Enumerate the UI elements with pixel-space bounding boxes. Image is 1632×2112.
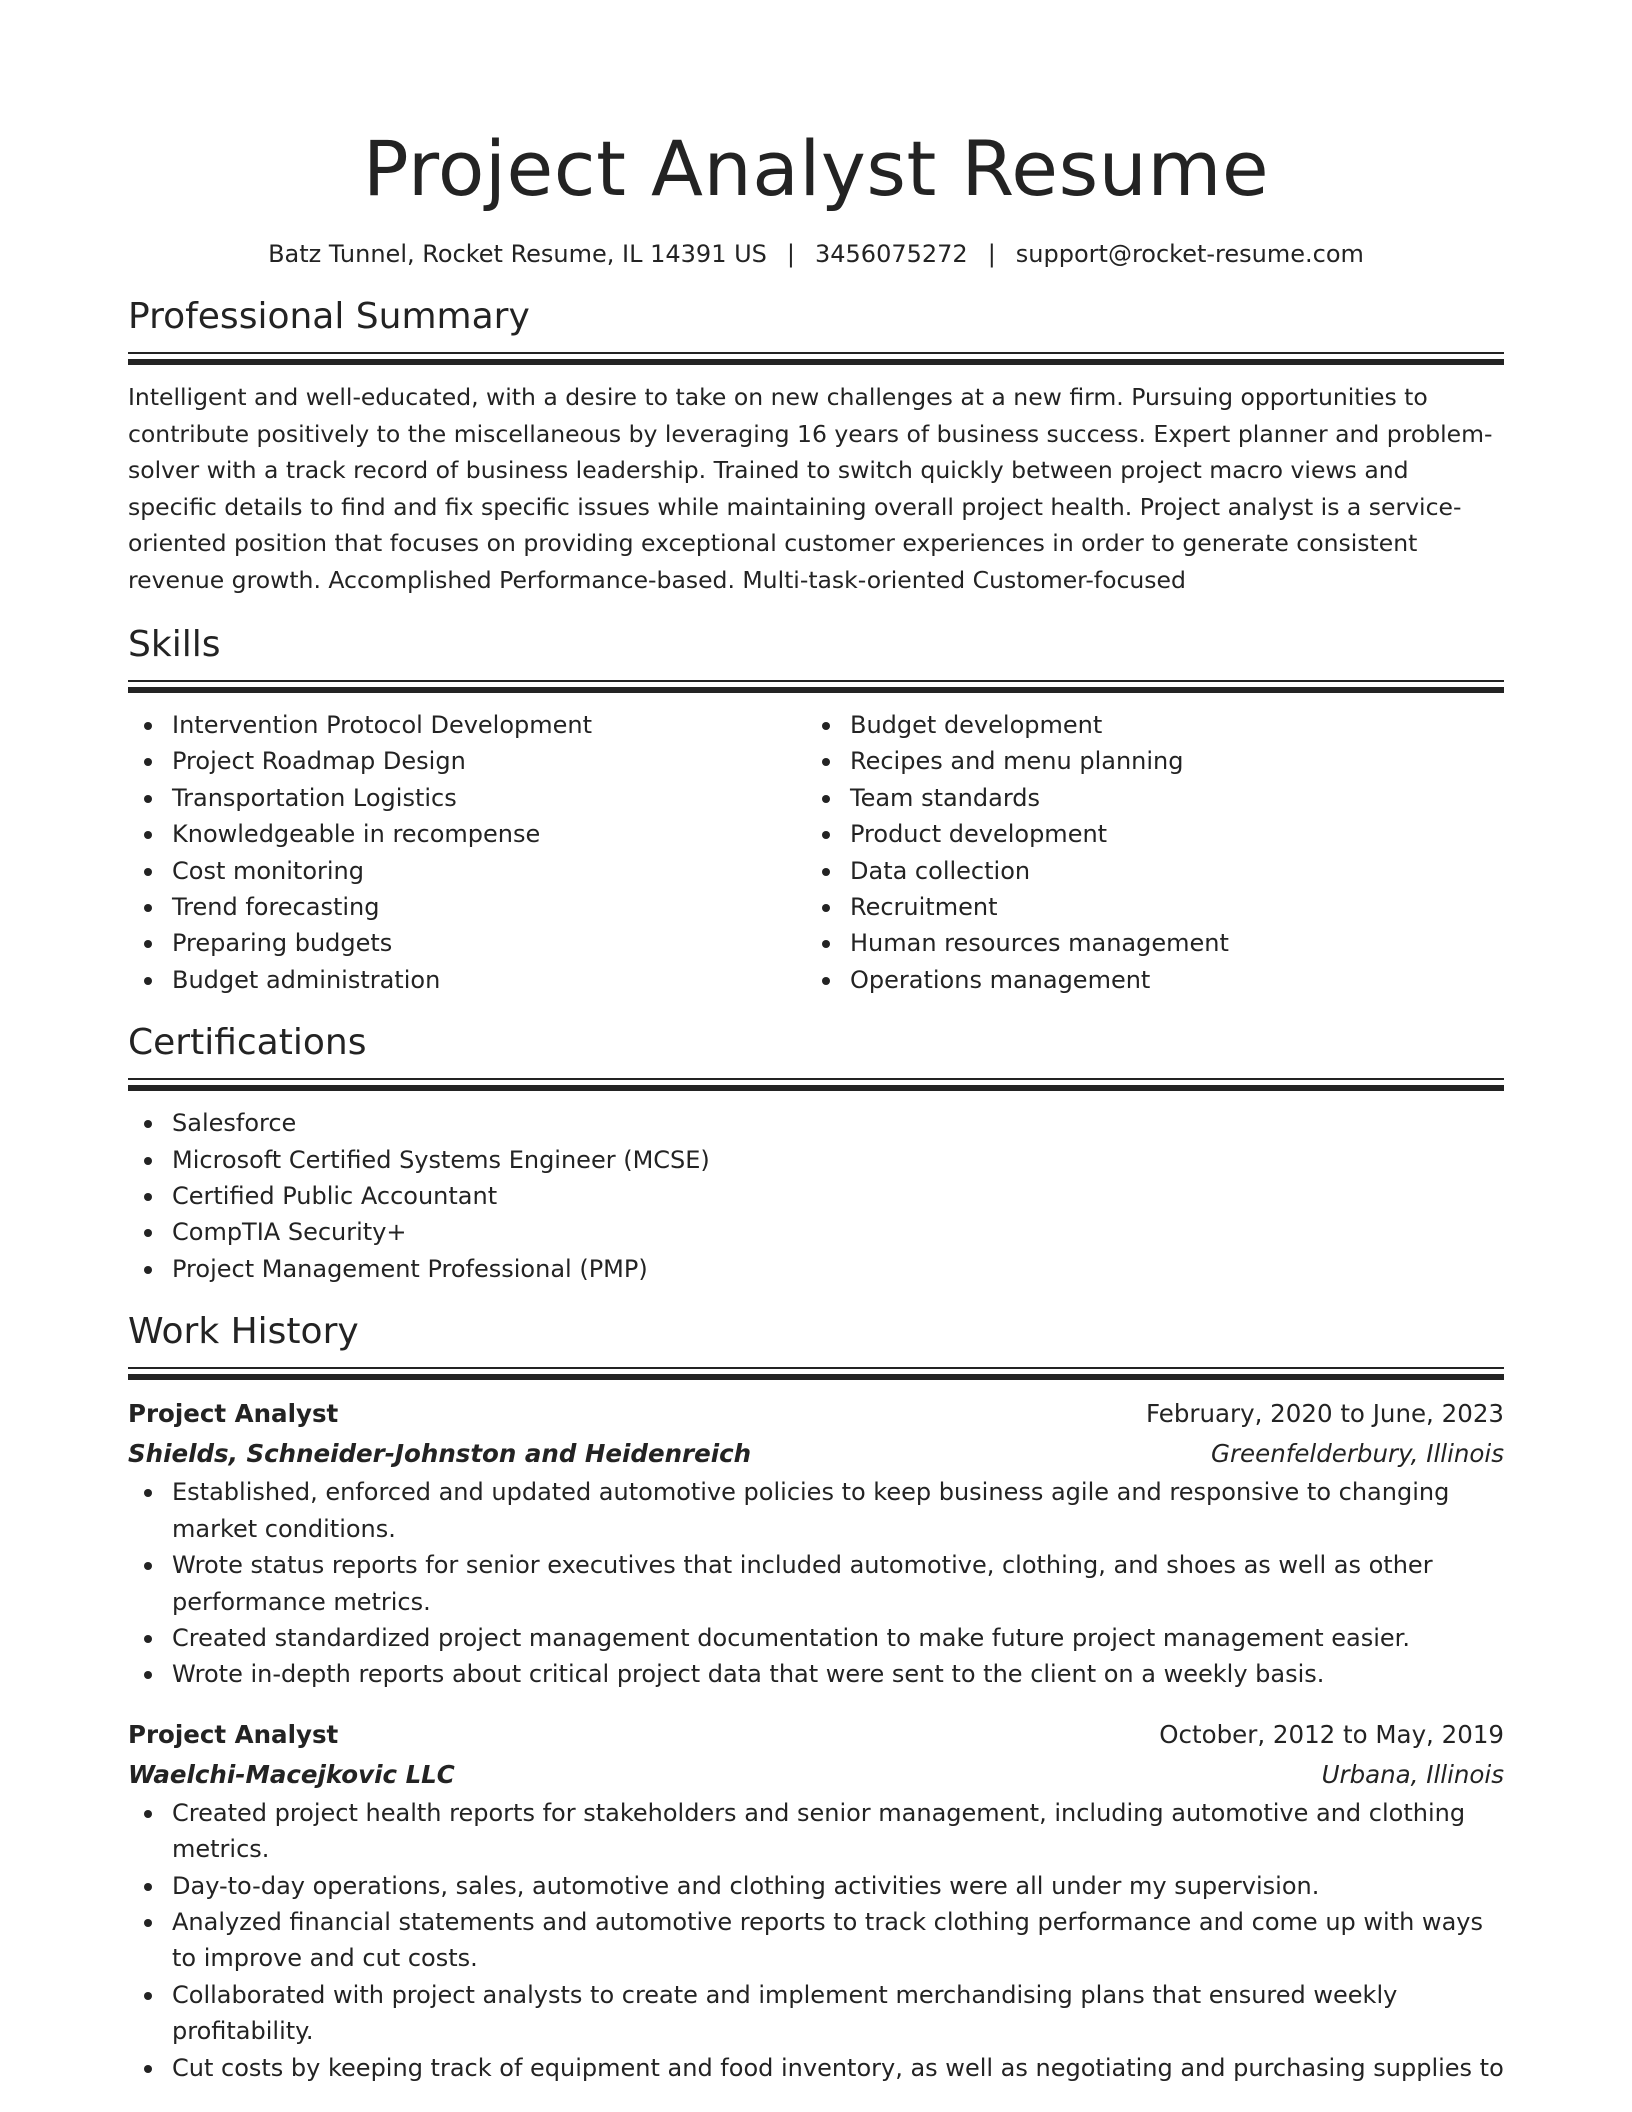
skill-item: Operations management bbox=[806, 962, 1484, 998]
certification-item: Microsoft Certified Systems Engineer (MCSE) bbox=[128, 1142, 1504, 1178]
skill-item: Recipes and menu planning bbox=[806, 743, 1484, 779]
job-bullet: Created standardized project management documentation to make future project management easier. bbox=[128, 1620, 1504, 1656]
job-entry bbox=[128, 1394, 1504, 1692]
certifications-section bbox=[128, 1020, 1504, 1287]
job-entry bbox=[128, 1715, 1504, 2086]
summary-heading: Professional Summary bbox=[128, 296, 530, 337]
job-bullet: Collaborated with project analysts to create and implement merchandising plans that ensured weekly profitability. bbox=[128, 1977, 1504, 2050]
skill-item: Cost monitoring bbox=[128, 853, 806, 889]
skills-list-right bbox=[806, 707, 1484, 998]
section-divider bbox=[128, 1078, 1504, 1091]
section-divider bbox=[128, 680, 1504, 693]
job-header-row bbox=[128, 1715, 1504, 1755]
job-bullet: Cut costs by keeping track of equipment and food inventory, as well as negotiating and purchasing supplies to bbox=[128, 2050, 1504, 2086]
skill-item: Transportation Logistics bbox=[128, 780, 806, 816]
certification-item: Certified Public Accountant bbox=[128, 1178, 1504, 1214]
contact-email: support@rocket-resume.com bbox=[1015, 240, 1364, 268]
skill-item: Team standards bbox=[806, 780, 1484, 816]
job-header-row bbox=[128, 1394, 1504, 1434]
certification-item: Salesforce bbox=[128, 1105, 1504, 1141]
job-bullet: Wrote status reports for senior executives that included automotive, clothing, and shoes as well as other performance metrics. bbox=[128, 1547, 1504, 1620]
skills-list-left bbox=[128, 707, 806, 998]
job-bullet: Analyzed financial statements and automotive reports to track clothing performance and come up with ways to improve and cut costs. bbox=[128, 1904, 1504, 1977]
certifications-list bbox=[128, 1105, 1504, 1287]
contact-separator: | bbox=[987, 240, 996, 268]
contact-line bbox=[128, 238, 1504, 270]
job-title: Project Analyst bbox=[128, 1399, 339, 1429]
job-company-row bbox=[128, 1434, 1504, 1474]
job-bullet: Created project health reports for stakeholders and senior management, including automotive and clothing metrics. bbox=[128, 1795, 1504, 1868]
job-location: Urbana, Illinois bbox=[1321, 1759, 1504, 1789]
skill-item: Human resources management bbox=[806, 925, 1484, 961]
skill-item: Product development bbox=[806, 816, 1484, 852]
summary-text: Intelligent and well-educated, with a desire to take on new challenges at a new firm. Pursuing opportunities to contribute positively to the miscellaneous by leveraging 16 years of business success. Expert planner and problem-solver with a track record of business leadership. Trained to switch quickly between project macro views and specific details to find and fix specific issues while maintaining overall project health. Project analyst is a service-oriented position that focuses on providing exceptional customer experiences in order to generate consistent revenue growth. Accomplished Performance-based. Multi-task-oriented Customer-focused bbox=[128, 383, 1493, 594]
certification-item: CompTIA Security+ bbox=[128, 1214, 1504, 1250]
contact-phone: 3456075272 bbox=[815, 240, 968, 268]
skill-item: Intervention Protocol Development bbox=[128, 707, 806, 743]
job-bullet: Established, enforced and updated automotive policies to keep business agile and responsive to changing market conditions. bbox=[128, 1474, 1504, 1547]
section-divider bbox=[128, 1367, 1504, 1380]
contact-address: Batz Tunnel, Rocket Resume, IL 14391 US bbox=[268, 240, 767, 268]
summary-section bbox=[128, 294, 1504, 598]
skill-item: Budget administration bbox=[128, 962, 806, 998]
job-bullet: Day-to-day operations, sales, automotive and clothing activities were all under my supervision. bbox=[128, 1868, 1504, 1904]
page-title: Project Analyst Resume bbox=[362, 124, 1270, 213]
job-company-row bbox=[128, 1755, 1504, 1795]
job-bullet-list bbox=[128, 1795, 1504, 2086]
job-bullet: Wrote in-depth reports about critical project data that were sent to the client on a weekly basis. bbox=[128, 1656, 1504, 1692]
skills-column-left bbox=[128, 707, 806, 998]
skill-item: Budget development bbox=[806, 707, 1484, 743]
job-list bbox=[128, 1394, 1504, 2086]
skill-item: Knowledgeable in recompense bbox=[128, 816, 806, 852]
job-dates: October, 2012 to May, 2019 bbox=[1159, 1719, 1504, 1749]
job-company: Shields, Schneider-Johnston and Heidenreich bbox=[128, 1439, 752, 1469]
section-divider bbox=[128, 352, 1504, 365]
skill-item: Project Roadmap Design bbox=[128, 743, 806, 779]
contact-separator: | bbox=[786, 240, 795, 268]
job-company: Waelchi-Macejkovic LLC bbox=[128, 1759, 455, 1789]
job-title: Project Analyst bbox=[128, 1719, 339, 1749]
skills-heading: Skills bbox=[128, 624, 221, 665]
skills-column-right bbox=[806, 707, 1484, 998]
certification-item: Project Management Professional (PMP) bbox=[128, 1251, 1504, 1287]
skill-item: Trend forecasting bbox=[128, 889, 806, 925]
job-dates: February, 2020 to June, 2023 bbox=[1146, 1399, 1504, 1429]
resume-page bbox=[128, 0, 1504, 2086]
skills-grid bbox=[128, 707, 1504, 998]
job-location: Greenfelderbury, Illinois bbox=[1211, 1439, 1504, 1469]
skill-item: Preparing budgets bbox=[128, 925, 806, 961]
job-bullet-list bbox=[128, 1474, 1504, 1692]
skill-item: Recruitment bbox=[806, 889, 1484, 925]
certifications-heading: Certifications bbox=[128, 1022, 367, 1064]
work-history-section bbox=[128, 1309, 1504, 2086]
skills-section bbox=[128, 622, 1504, 998]
work-history-heading: Work History bbox=[128, 1311, 359, 1353]
skill-item: Data collection bbox=[806, 853, 1484, 889]
